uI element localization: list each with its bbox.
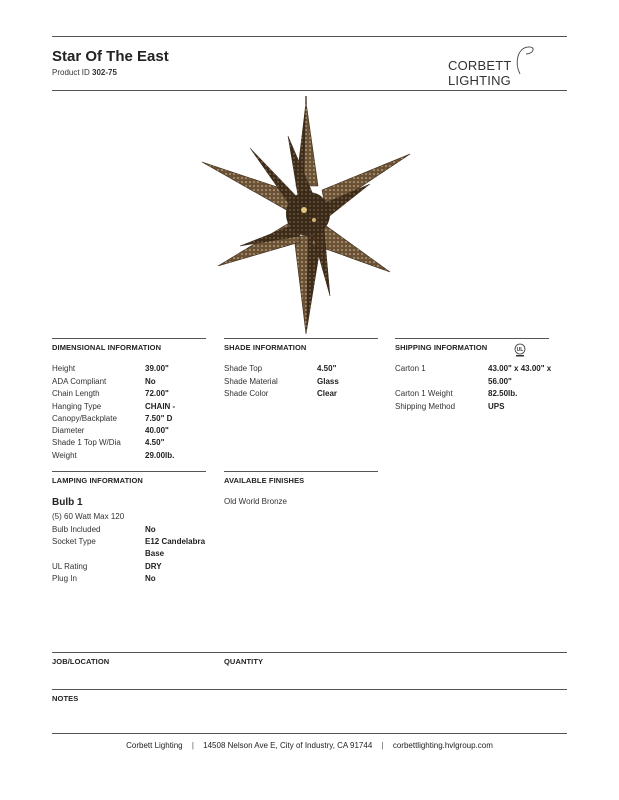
row-label: Carton 1 Weight xyxy=(395,389,453,398)
finish-option: Old World Bronze xyxy=(224,497,287,506)
row-value: 7.50" D xyxy=(145,414,173,423)
row-value: 72.00" xyxy=(145,389,169,398)
row-value: No xyxy=(145,574,156,583)
bulb-title: Bulb 1 xyxy=(52,497,83,508)
dimensional-heading: DIMENSIONAL INFORMATION xyxy=(52,343,162,352)
row-label: Diameter xyxy=(52,426,85,435)
job-rule xyxy=(52,652,567,653)
product-image-star-pendant xyxy=(200,96,415,336)
row-value: No xyxy=(145,377,156,386)
footer-separator: | xyxy=(191,741,194,750)
row-label: ADA Compliant xyxy=(52,377,107,386)
product-id xyxy=(52,68,117,77)
footer-rule xyxy=(52,733,567,734)
row-value: 29.00lb. xyxy=(145,451,175,460)
row-value: CHAIN - xyxy=(145,402,176,411)
row-label: Shade Top xyxy=(224,364,263,373)
row-label: Shade Material xyxy=(224,377,278,386)
shipping-heading: SHIPPING INFORMATION xyxy=(395,343,488,352)
footer-company: Corbett Lighting xyxy=(126,741,183,750)
footer xyxy=(0,741,619,750)
row-value: 4.50" xyxy=(317,364,337,373)
row-value: 39.00" xyxy=(145,364,169,373)
footer-separator: | xyxy=(381,741,384,750)
footer-website-link[interactable]: corbettlighting.hvlgroup.com xyxy=(392,741,493,750)
finishes-rule xyxy=(224,471,378,472)
row-label: Socket Type xyxy=(52,537,96,546)
row-value: E12 Candelabra xyxy=(145,537,206,546)
notes-rule xyxy=(52,689,567,690)
row-value: 82.50lb. xyxy=(488,389,518,398)
row-label: UL Rating xyxy=(52,562,88,571)
row-label: Shade 1 Top W/Dia xyxy=(52,438,121,447)
dimensional-rule xyxy=(52,338,206,339)
row-label: Weight xyxy=(52,451,77,460)
notes-label: NOTES xyxy=(52,694,79,703)
row-value: UPS xyxy=(488,402,505,411)
row-label: Shipping Method xyxy=(395,402,456,411)
ul-badge-text: UL xyxy=(516,347,524,353)
bulb-subtitle: (5) 60 Watt Max 120 xyxy=(52,512,125,521)
row-label: Carton 1 xyxy=(395,364,426,373)
row-value: Glass xyxy=(317,377,339,386)
row-value: Clear xyxy=(317,389,338,398)
lamping-rule xyxy=(52,471,206,472)
row-value-continued: 56.00" xyxy=(488,377,512,386)
logo-text: CORBETT LIGHTING xyxy=(448,58,512,88)
shade-heading: SHADE INFORMATION xyxy=(224,343,307,352)
page-title: Star Of The East xyxy=(52,48,169,65)
row-value-continued: Base xyxy=(145,549,165,558)
shipping-rule xyxy=(395,338,549,339)
top-rule xyxy=(52,36,567,37)
job-location-label: JOB/LOCATION xyxy=(52,657,110,666)
corbett-lighting-logo xyxy=(448,44,568,88)
row-label: Plug In xyxy=(52,574,77,583)
row-value: 43.00" x 43.00" x xyxy=(488,364,552,373)
row-value: 4.50" xyxy=(145,438,165,447)
row-label: Chain Length xyxy=(52,389,100,398)
product-id-value: 302-75 xyxy=(92,68,117,77)
footer-address: 14508 Nelson Ave E, City of Industry, CA 91744 xyxy=(203,741,373,750)
row-value: DRY xyxy=(145,562,162,571)
row-value: 40.00" xyxy=(145,426,169,435)
row-value: No xyxy=(145,525,156,534)
row-label: Shade Color xyxy=(224,389,269,398)
row-label: Hanging Type xyxy=(52,402,102,411)
quantity-label: QUANTITY xyxy=(224,657,264,666)
ul-listed-icon xyxy=(512,343,532,357)
shade-rule xyxy=(224,338,378,339)
row-label: Canopy/Backplate xyxy=(52,414,117,423)
row-label: Bulb Included xyxy=(52,525,101,534)
header-rule xyxy=(52,90,567,91)
finishes-heading: AVAILABLE FINISHES xyxy=(224,476,305,485)
lamping-heading: LAMPING INFORMATION xyxy=(52,476,143,485)
row-label: Height xyxy=(52,364,76,373)
product-id-label: Product ID xyxy=(52,68,90,77)
